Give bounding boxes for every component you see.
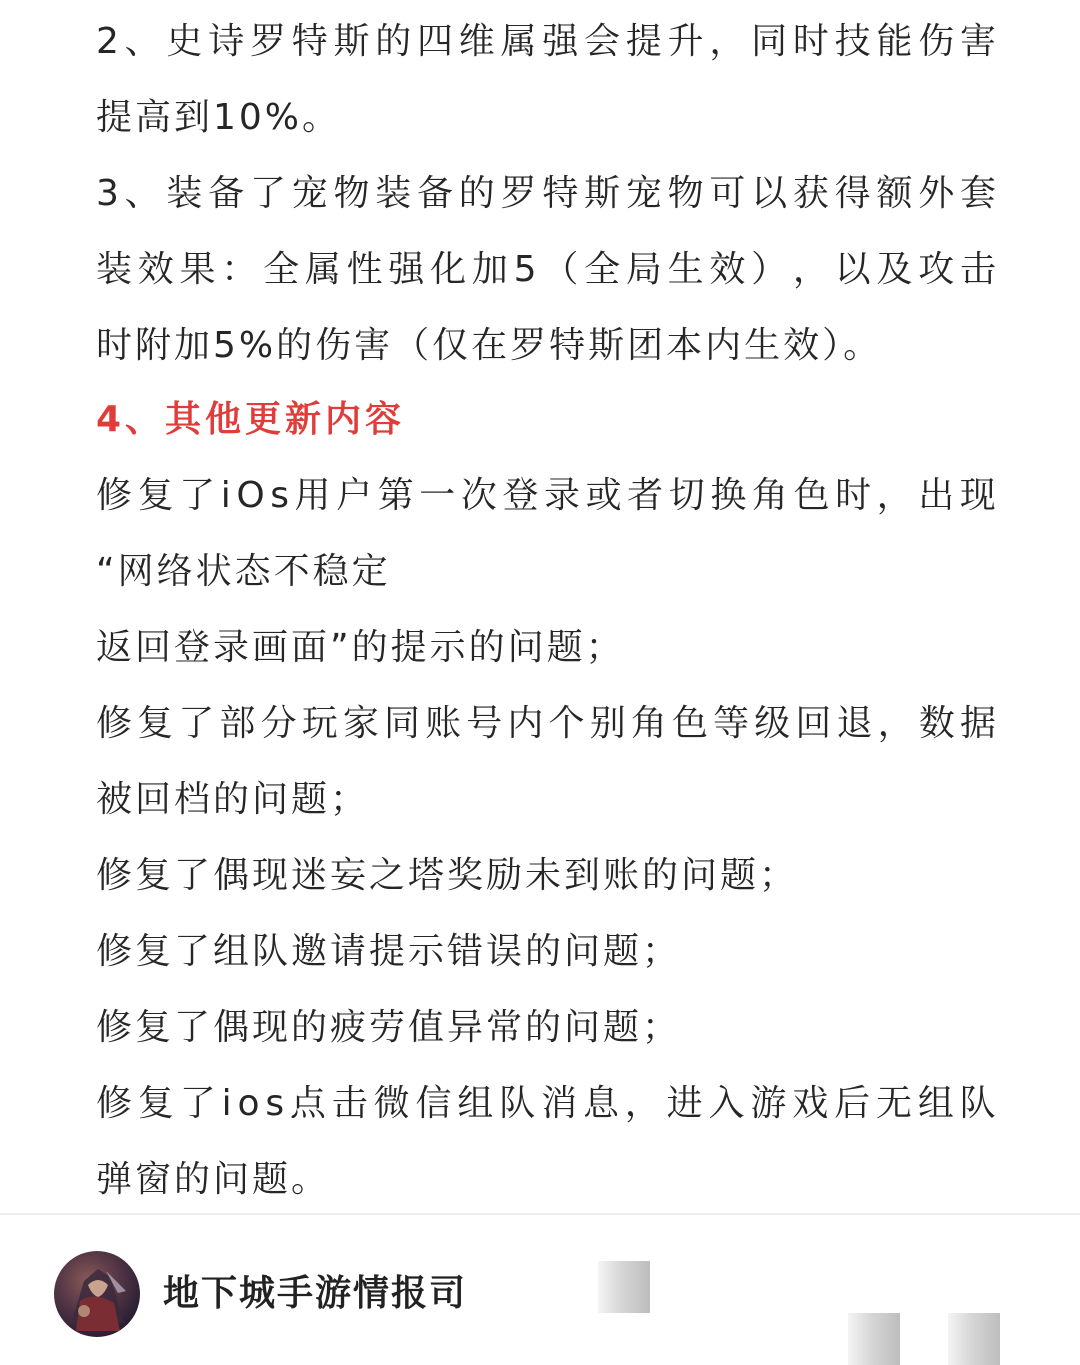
line-text: 修 复 了 i o s 点 击 微 信 组 队 消 息 ， 进 入 游 戏 后 无 组 队	[96, 1083, 996, 1124]
line-text: 2 、 史 诗 罗 特 斯 的 四 维 属 强 会 提 升 ， 同 时 技 能 伤 害	[96, 21, 996, 62]
article-line	[96, 1142, 996, 1218]
line-text: 3 、 装 备 了 宠 物 装 备 的 罗 特 斯 宠 物 可 以 获 得 额 外 套	[96, 173, 996, 214]
article-line	[96, 156, 996, 232]
article-line	[96, 308, 996, 384]
article-line	[96, 4, 996, 80]
article-line	[96, 686, 996, 762]
line-text: 时附加5%的伤害（仅在罗特斯团本内生效）。	[96, 325, 883, 366]
author-avatar[interactable]	[54, 1251, 140, 1337]
heading-text: 4、其他更新内容	[96, 399, 406, 440]
line-text: 修复了偶现的疲劳值异常的问题；	[96, 1007, 682, 1048]
line-text: 修复了偶现迷妄之塔奖励未到账的问题；	[96, 855, 799, 896]
line-text: 修复了组队邀请提示错误的问题；	[96, 931, 682, 972]
article-line	[96, 80, 996, 156]
placeholder-block	[948, 1313, 1000, 1365]
line-text: 装 效 果 ： 全 属 性 强 化 加 5 （ 全 局 生 效 ） ， 以 及 攻 击	[96, 249, 996, 290]
line-text: 修 复 了 i O s 用 户 第 一 次 登 录 或 者 切 换 角 色 时 ， 出 现	[96, 475, 996, 516]
article-line	[96, 838, 996, 914]
article-line	[96, 990, 996, 1066]
article-line	[96, 232, 996, 308]
line-text: 被回档的问题；	[96, 779, 370, 820]
line-text: 弹窗的问题。	[96, 1159, 331, 1200]
article-line	[96, 534, 996, 610]
article-line	[96, 762, 996, 838]
placeholder-block	[598, 1261, 650, 1313]
article-line	[96, 914, 996, 990]
section-heading	[96, 382, 996, 458]
avatar-artwork-icon	[54, 1251, 140, 1337]
article-line	[96, 458, 996, 534]
article-line	[96, 1066, 996, 1142]
line-text: “网络状态不稳定	[96, 551, 391, 592]
author-bar[interactable]	[0, 1215, 1080, 1365]
author-name[interactable]: 地下城手游情报司	[163, 1273, 468, 1314]
placeholder-block	[848, 1313, 900, 1365]
line-text: 提高到10%。	[96, 97, 342, 138]
line-text: 返回登录画面”的提示的问题；	[96, 627, 625, 668]
line-text: 修 复 了 部 分 玩 家 同 账 号 内 个 别 角 色 等 级 回 退 ， 数 据	[96, 703, 996, 744]
article-line	[96, 610, 996, 686]
